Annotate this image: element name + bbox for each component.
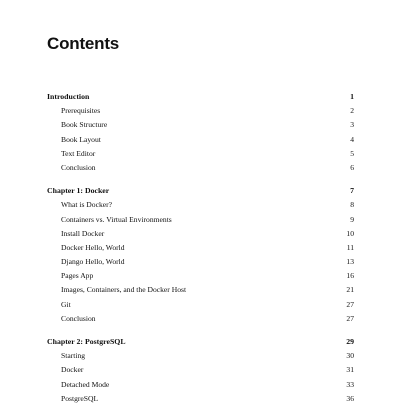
toc-entry-title: Book Layout: [61, 134, 101, 144]
toc-page-number: 8: [350, 200, 354, 210]
toc-page-number: 10: [346, 228, 354, 238]
toc-section-entry[interactable]: [47, 349, 354, 363]
toc-page-number: 13: [346, 257, 354, 267]
toc-entry-title: Book Structure: [61, 120, 108, 130]
toc-entry-title: Docker: [61, 365, 84, 375]
toc-page-number: 21: [346, 285, 354, 295]
toc-section-entry[interactable]: [47, 147, 354, 161]
toc-section-entry[interactable]: [47, 255, 354, 269]
toc-section-entry[interactable]: [47, 118, 354, 132]
toc-entry-title: What is Docker?: [61, 200, 113, 210]
toc-page-number: 27: [346, 313, 354, 323]
toc-entry-title: PostgreSQL: [61, 393, 99, 403]
toc-section-entry[interactable]: [47, 241, 354, 255]
toc-section-entry[interactable]: [47, 161, 354, 175]
toc-chapter: [47, 184, 354, 326]
table-of-contents: [47, 90, 354, 415]
toc-section-entry[interactable]: [47, 213, 354, 227]
toc-entry-title: Django Hello, World: [61, 257, 125, 267]
toc-page-number: 1: [350, 92, 354, 101]
page-title: Contents: [47, 34, 120, 53]
toc-entry-title: Text Editor: [61, 148, 96, 158]
toc-entry-title: Chapter 2: PostgreSQL: [47, 337, 126, 346]
toc-page-number: 2: [350, 106, 354, 116]
toc-chapter-heading[interactable]: [47, 184, 354, 198]
toc-entry-title: Detached Mode: [61, 379, 110, 389]
toc-page-number: 9: [350, 214, 354, 224]
toc-entry-title: Conclusion: [61, 162, 96, 172]
toc-section-entry[interactable]: [47, 363, 354, 377]
toc-section-entry[interactable]: [47, 298, 354, 312]
toc-page-number: 33: [346, 379, 354, 389]
toc-entry-title: Containers vs. Virtual Environments: [61, 214, 172, 224]
toc-entry-title: Pages App: [61, 271, 94, 281]
toc-entry-title: Chapter 1: Docker: [47, 186, 110, 196]
toc-entry-title: Introduction: [47, 92, 90, 101]
toc-page-number: 31: [346, 365, 354, 375]
toc-section-entry[interactable]: [47, 104, 354, 118]
toc-page-number: 4: [350, 134, 354, 144]
toc-entry-title: Conclusion: [61, 313, 96, 323]
toc-page-number: 36: [346, 393, 354, 403]
toc-chapter: [47, 335, 354, 406]
toc-page-number: 3: [350, 120, 354, 130]
toc-page-number: 29: [346, 337, 354, 346]
toc-entry-title: Install Docker: [61, 228, 105, 238]
toc-page-number: 30: [346, 351, 354, 361]
toc-section-entry[interactable]: [47, 133, 354, 147]
toc-section-entry[interactable]: [47, 198, 354, 212]
toc-chapter: [47, 90, 354, 175]
toc-section-entry[interactable]: [47, 283, 354, 297]
toc-section-entry[interactable]: [47, 392, 354, 406]
toc-entry-title: Starting: [61, 351, 86, 361]
toc-page-number: 16: [346, 271, 354, 281]
toc-section-entry[interactable]: [47, 227, 354, 241]
toc-entry-title: Git: [61, 299, 71, 309]
toc-page-number: 7: [350, 186, 354, 196]
toc-page-number: 11: [346, 242, 354, 252]
toc-chapter-heading[interactable]: [47, 90, 354, 104]
toc-chapter-heading[interactable]: [47, 335, 354, 349]
toc-entry-title: Docker Hello, World: [61, 242, 125, 252]
toc-section-entry[interactable]: [47, 269, 354, 283]
toc-entry-title: Images, Containers, and the Docker Host: [61, 285, 187, 295]
toc-entry-title: Prerequisites: [61, 106, 101, 116]
toc-page-number: 6: [350, 162, 354, 172]
toc-page-number: 5: [350, 148, 354, 158]
toc-section-entry[interactable]: [47, 378, 354, 392]
toc-page-number: 27: [346, 299, 354, 309]
toc-section-entry[interactable]: [47, 312, 354, 326]
